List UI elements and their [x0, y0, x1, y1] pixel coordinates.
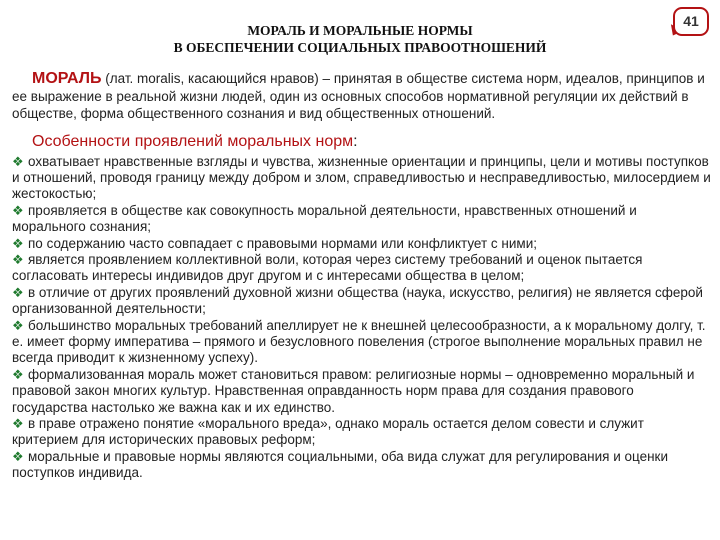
list-item-text: проявляется в обществе как совокупность моральной деятельности, нравственных отношений и морального сознания; [12, 202, 637, 235]
list-item [12, 236, 712, 252]
diamond-bullet-icon: ❖ [12, 416, 24, 431]
diamond-bullet-icon: ❖ [12, 202, 24, 218]
list-item-text: моральные и правовые нормы являются социальными, оба вида служат для регулирования и оценки поступков индивида. [12, 448, 668, 481]
diamond-bullet-icon: ❖ [12, 235, 24, 251]
list-item [12, 449, 712, 482]
title-line-1: МОРАЛЬ И МОРАЛЬНЫЕ НОРМЫ [247, 23, 473, 38]
list-item [12, 252, 712, 285]
features-heading-colon: : [353, 132, 358, 150]
definition-paragraph [12, 70, 712, 123]
diamond-bullet-icon: ❖ [12, 284, 24, 300]
list-item-text: большинство моральных требований апеллирует не к внешней целесообразности, а к моральному долгу, т. е. имеет форму императива – прямого и безусловного повеления (строгое выполнение моральных правил не всегда приводит к жизненному успеху). [12, 317, 706, 366]
list-item [12, 318, 712, 367]
list-item [12, 416, 712, 449]
list-item-text: является проявлением коллективной воли, которая через систему требований и оценок пытается согласовать интересы индивидов друг другом и с интересами общества в целом; [12, 251, 643, 284]
list-item [12, 367, 712, 416]
page-title [100, 22, 620, 56]
diamond-bullet-icon: ❖ [12, 153, 24, 169]
diamond-bullet-icon: ❖ [12, 251, 24, 267]
diamond-bullet-icon: ❖ [12, 448, 24, 464]
features-heading [32, 132, 712, 151]
list-item-text: формализованная мораль может становиться правом: религиозные нормы – одновременно моральный и правовой закон многих культур. Нравственная оправданность норм права для создания правового государства настолько же важна как и их единство. [12, 366, 695, 415]
features-list [12, 154, 712, 482]
slide-content [12, 70, 712, 482]
list-item-text: охватывает нравственные взгляды и чувства, жизненные ориентации и принципы, цели и мотивы поступков и отношений, проводя границу между добром и злом, справедливостью и несправедливостью, милосердием и жестокостью; [12, 153, 711, 202]
list-item-text: в отличие от других проявлений духовной жизни общества (наука, искусство, религия) не является сферой организованной деятельности; [12, 284, 703, 317]
definition-text: (лат. moralis, касающийся нравов) – принятая в обществе система норм, идеалов, принципов и ее выражение в реальной жизни людей, один из основных способов нормативной регуляции их действий в обществе, форма общественного сознания и вид общественных отношений. [12, 71, 705, 121]
features-heading-text: Особенности проявлений моральных норм [32, 132, 354, 150]
list-item [12, 203, 712, 236]
list-item-text: в праве отражено понятие «морального вреда», однако мораль остается делом совести и служит критерием для исторических правовых реформ; [12, 416, 644, 448]
slide-number-badge: 41 [673, 7, 709, 36]
list-item [12, 285, 712, 318]
diamond-bullet-icon: ❖ [12, 366, 24, 382]
title-line-2: В ОБЕСПЕЧЕНИИ СОЦИАЛЬНЫХ ПРАВООТНОШЕНИЙ [173, 40, 547, 55]
list-item-text: по содержанию часто совпадает с правовыми нормами или конфликтует с ними; [28, 235, 537, 251]
definition-term: МОРАЛЬ [32, 70, 102, 87]
diamond-bullet-icon: ❖ [12, 317, 24, 333]
list-item [12, 154, 712, 203]
